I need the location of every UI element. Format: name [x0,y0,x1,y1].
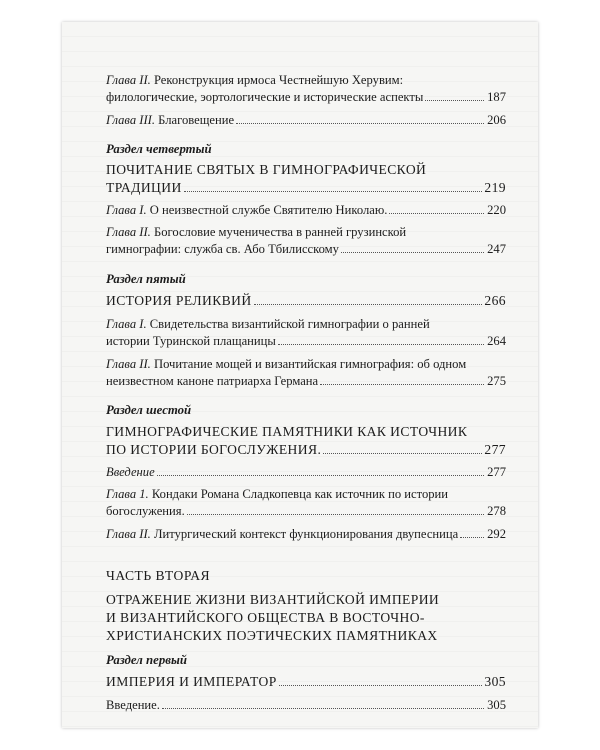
book-page [62,22,538,728]
toc-line [106,333,506,350]
toc-line-text: Реконструкция ирмоса Честнейшую Херувим: [153,73,404,87]
toc-line-text: истории Туринской плащаницы [106,334,276,348]
leader-dots [278,344,484,345]
toc-line-text: филологические, эортологические и исторические аспекты [106,90,424,104]
toc-entry [106,224,506,258]
toc-line [106,486,506,503]
leader-dots [162,708,484,709]
chapter-group-title [106,292,506,310]
page-number: 219 [484,180,506,195]
leader-dots [425,100,484,101]
leader-dots [236,123,484,124]
leader-dots [341,252,484,253]
toc-line [106,89,506,106]
toc-line-text: ПО ИСТОРИИ БОГОСЛУЖЕНИЯ. [106,442,322,457]
leader-dots [279,685,483,686]
toc-entry [106,112,506,129]
leader-dots [187,514,484,515]
toc-line-text: О неизвестной службе Святителю Николаю. [149,203,388,217]
chapter-label: Глава II. [106,357,151,371]
leader-dots [389,213,484,214]
section-heading: Раздел шестой [106,403,192,417]
toc-entry [106,526,506,543]
toc-line [106,609,506,627]
page-number: 264 [487,334,506,348]
toc-line-text: ГИМНОГРАФИЧЕСКИЕ ПАМЯТНИКИ КАК ИСТОЧНИК [106,424,468,439]
toc-line [106,464,506,481]
chapter-group-title [106,591,506,645]
page-number: 187 [487,90,506,104]
toc-line-text: ИСТОРИЯ РЕЛИКВИЙ [106,293,252,308]
toc-line [106,241,506,258]
page-number: 292 [487,527,506,541]
toc-entry [106,697,506,714]
page-number: 247 [487,242,506,256]
toc-entry [106,202,506,219]
chapter-label: Глава III. [106,113,155,127]
section-heading: Раздел первый [106,653,187,667]
toc-line [106,316,506,333]
toc-line-text: гимнографии: служба св. Або Тбилисскому [106,242,339,256]
toc-line [106,591,506,609]
part-heading: ЧАСТЬ ВТОРАЯ [106,568,211,583]
toc-line-text: Богословие мученичества в ранней грузинской [153,225,407,239]
section-heading: Раздел четвертый [106,142,212,156]
chapter-label: Глава II. [106,73,151,87]
toc-line-text: Литургический контекст функционирования двупесница [153,527,459,541]
page-number: 277 [487,465,506,479]
page-number: 277 [484,442,506,457]
toc-line [106,503,506,520]
leader-dots [320,384,484,385]
toc-line-text: ОТРАЖЕНИЕ ЖИЗНИ ВИЗАНТИЙСКОЙ ИМПЕРИИ [106,592,440,607]
toc-line-text: ИМПЕРИЯ И ИМПЕРАТОР [106,674,277,689]
chapter-group-title [106,423,506,459]
section-heading: Раздел пятый [106,272,186,286]
toc-line [106,161,506,179]
leader-dots [184,191,483,192]
toc-line-text: Свидетельства византийской гимнографии о ранней [149,317,430,331]
page-number: 305 [487,698,506,712]
toc-line-text: ТРАДИЦИИ [106,180,182,195]
chapter-label: Глава II. [106,225,151,239]
toc-line-text: Введение. [106,698,160,712]
toc-line-text: ХРИСТИАНСКИХ ПОЭТИЧЕСКИХ ПАМЯТНИКАХ [106,628,438,643]
page-number: 206 [487,113,506,127]
chapter-label: Глава 1. [106,487,149,501]
toc-line-text: Почитание мощей и византийская гимнография: об одном [153,357,467,371]
toc-entry [106,356,506,390]
toc-line [106,72,506,89]
toc-line-text: И ВИЗАНТИЙСКОГО ОБЩЕСТВА В ВОСТОЧНО- [106,610,425,625]
page-number: 275 [487,374,506,388]
toc-line [106,673,506,691]
toc-line-text: ПОЧИТАНИЕ СВЯТЫХ В ГИМНОГРАФИЧЕСКОЙ [106,162,427,177]
leader-dots [460,537,484,538]
toc-entry [106,486,506,520]
toc-line-text: неизвестном каноне патриарха Германа [106,374,319,388]
toc-line [106,202,506,219]
chapter-label: Глава I. [106,317,147,331]
leader-dots [254,304,483,305]
chapter-label: Введение [106,465,155,479]
toc-line-text: богослужения. [106,504,185,518]
toc-entry [106,316,506,350]
leader-dots [157,475,484,476]
chapter-label: Глава I. [106,203,147,217]
toc-entry [106,72,506,106]
chapter-label: Глава II. [106,527,151,541]
toc-line [106,526,506,543]
chapter-group-title [106,161,506,197]
toc-line [106,356,506,373]
leader-dots [323,453,482,454]
toc-line [106,441,506,459]
toc-line [106,627,506,645]
toc-line [106,224,506,241]
toc-line-text: Кондаки Романа Сладкопевца как источник по истории [151,487,449,501]
toc-line [106,373,506,390]
toc-line [106,179,506,197]
toc-line [106,697,506,714]
toc-line [106,423,506,441]
page-number: 266 [484,293,506,308]
toc-entry [106,464,506,481]
toc-line [106,112,506,129]
chapter-group-title [106,673,506,691]
toc-line [106,292,506,310]
page-number: 278 [487,504,506,518]
page-number: 220 [487,203,506,217]
page-number: 305 [484,674,506,689]
toc-line-text: Благовещение [158,113,235,127]
